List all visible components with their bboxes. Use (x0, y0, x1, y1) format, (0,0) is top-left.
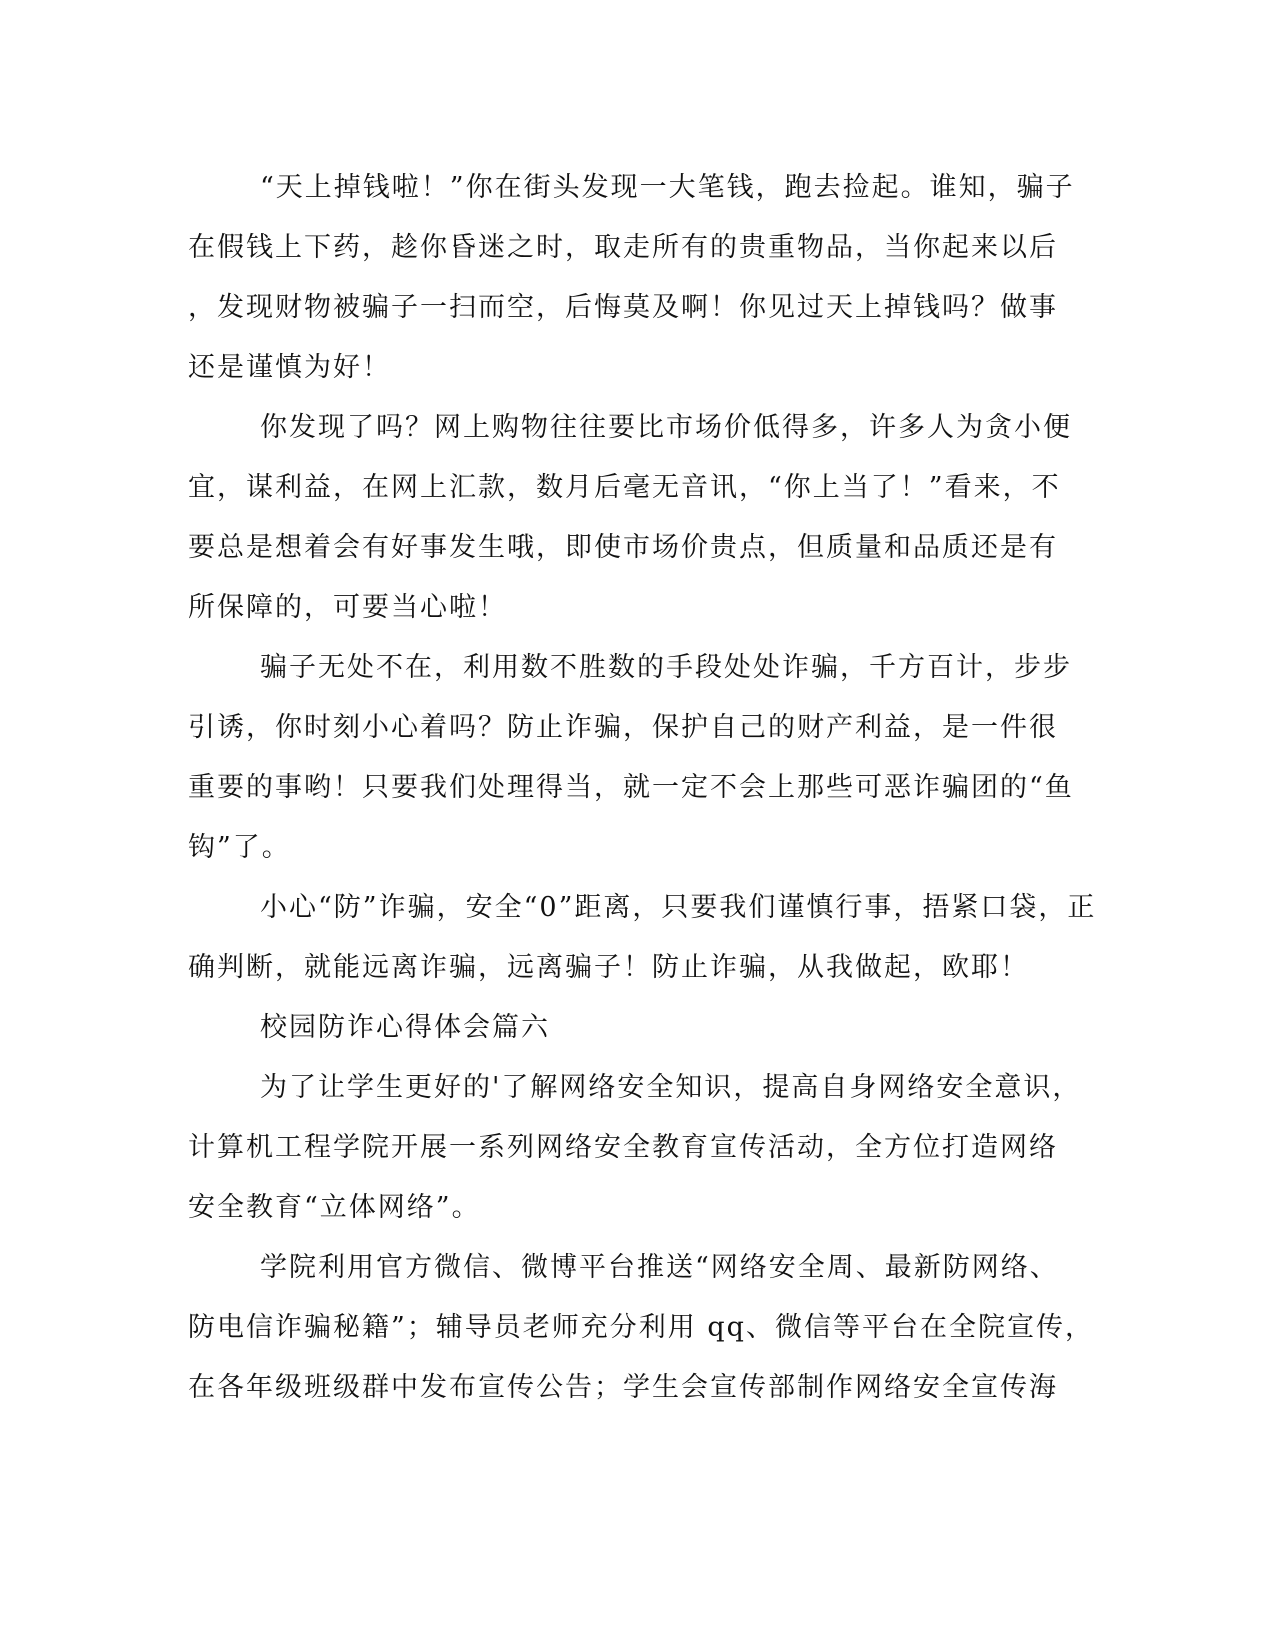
paragraph-line: 在假钱上下药，趁你昏迷之时，取走所有的贵重物品，当你起来以后 (188, 232, 1058, 263)
paragraph-line: 你发现了吗？网上购物往往要比市场价低得多，许多人为贪小便 (260, 412, 1072, 443)
paragraph-line: 计算机工程学院开展一系列网络安全教育宣传活动，全方位打造网络 (188, 1132, 1058, 1163)
document-body (188, 158, 1097, 1418)
paragraph-line: ，发现财物被骗子一扫而空，后悔莫及啊！你见过天上掉钱吗？做事 (188, 292, 1058, 323)
paragraph-line: 还是谨慎为好！ (188, 352, 391, 383)
paragraph-line: 学院利用官方微信、微博平台推送“网络安全周、最新防网络、 (260, 1252, 1059, 1283)
paragraph-line: 引诱，你时刻小心着吗？防止诈骗，保护自己的财产利益，是一件很 (188, 712, 1058, 743)
paragraph-line: 骗子无处不在，利用数不胜数的手段处处诈骗，千方百计，步步 (260, 652, 1072, 683)
paragraph-line: 重要的事哟！只要我们处理得当，就一定不会上那些可恶诈骗团的“鱼 (188, 772, 1074, 803)
paragraph-line: 宜，谋利益，在网上汇款，数月后毫无音讯，“你上当了！”看来，不 (188, 472, 1061, 503)
paragraph-line: 所保障的，可要当心啦！ (188, 592, 507, 623)
paragraph-line: “天上掉钱啦！”你在街头发现一大笔钱，跑去捡起。谁知，骗子 (260, 172, 1075, 203)
paragraph-line: 为了让学生更好的'了解网络安全知识，提高自身网络安全意识， (260, 1072, 1082, 1103)
paragraph-line: 小心“防”诈骗，安全“0”距离，只要我们谨慎行事，捂紧口袋，正 (260, 892, 1097, 923)
paragraph-line: 安全教育“立体网络”。 (188, 1192, 481, 1223)
paragraph-line: 要总是想着会有好事发生哦，即使市场价贵点，但质量和品质还是有 (188, 532, 1058, 563)
paragraph-line: 防电信诈骗秘籍”；辅导员老师充分利用 qq、微信等平台在全院宣传， (188, 1312, 1094, 1343)
paragraph-line: 在各年级班级群中发布宣传公告；学生会宣传部制作网络安全宣传海 (188, 1372, 1058, 1403)
section-heading: 校园防诈心得体会篇六 (260, 1012, 550, 1043)
paragraph-line: 钩”了。 (188, 832, 291, 863)
paragraph-line: 确判断，就能远离诈骗，远离骗子！防止诈骗，从我做起，欧耶！ (188, 952, 1029, 983)
